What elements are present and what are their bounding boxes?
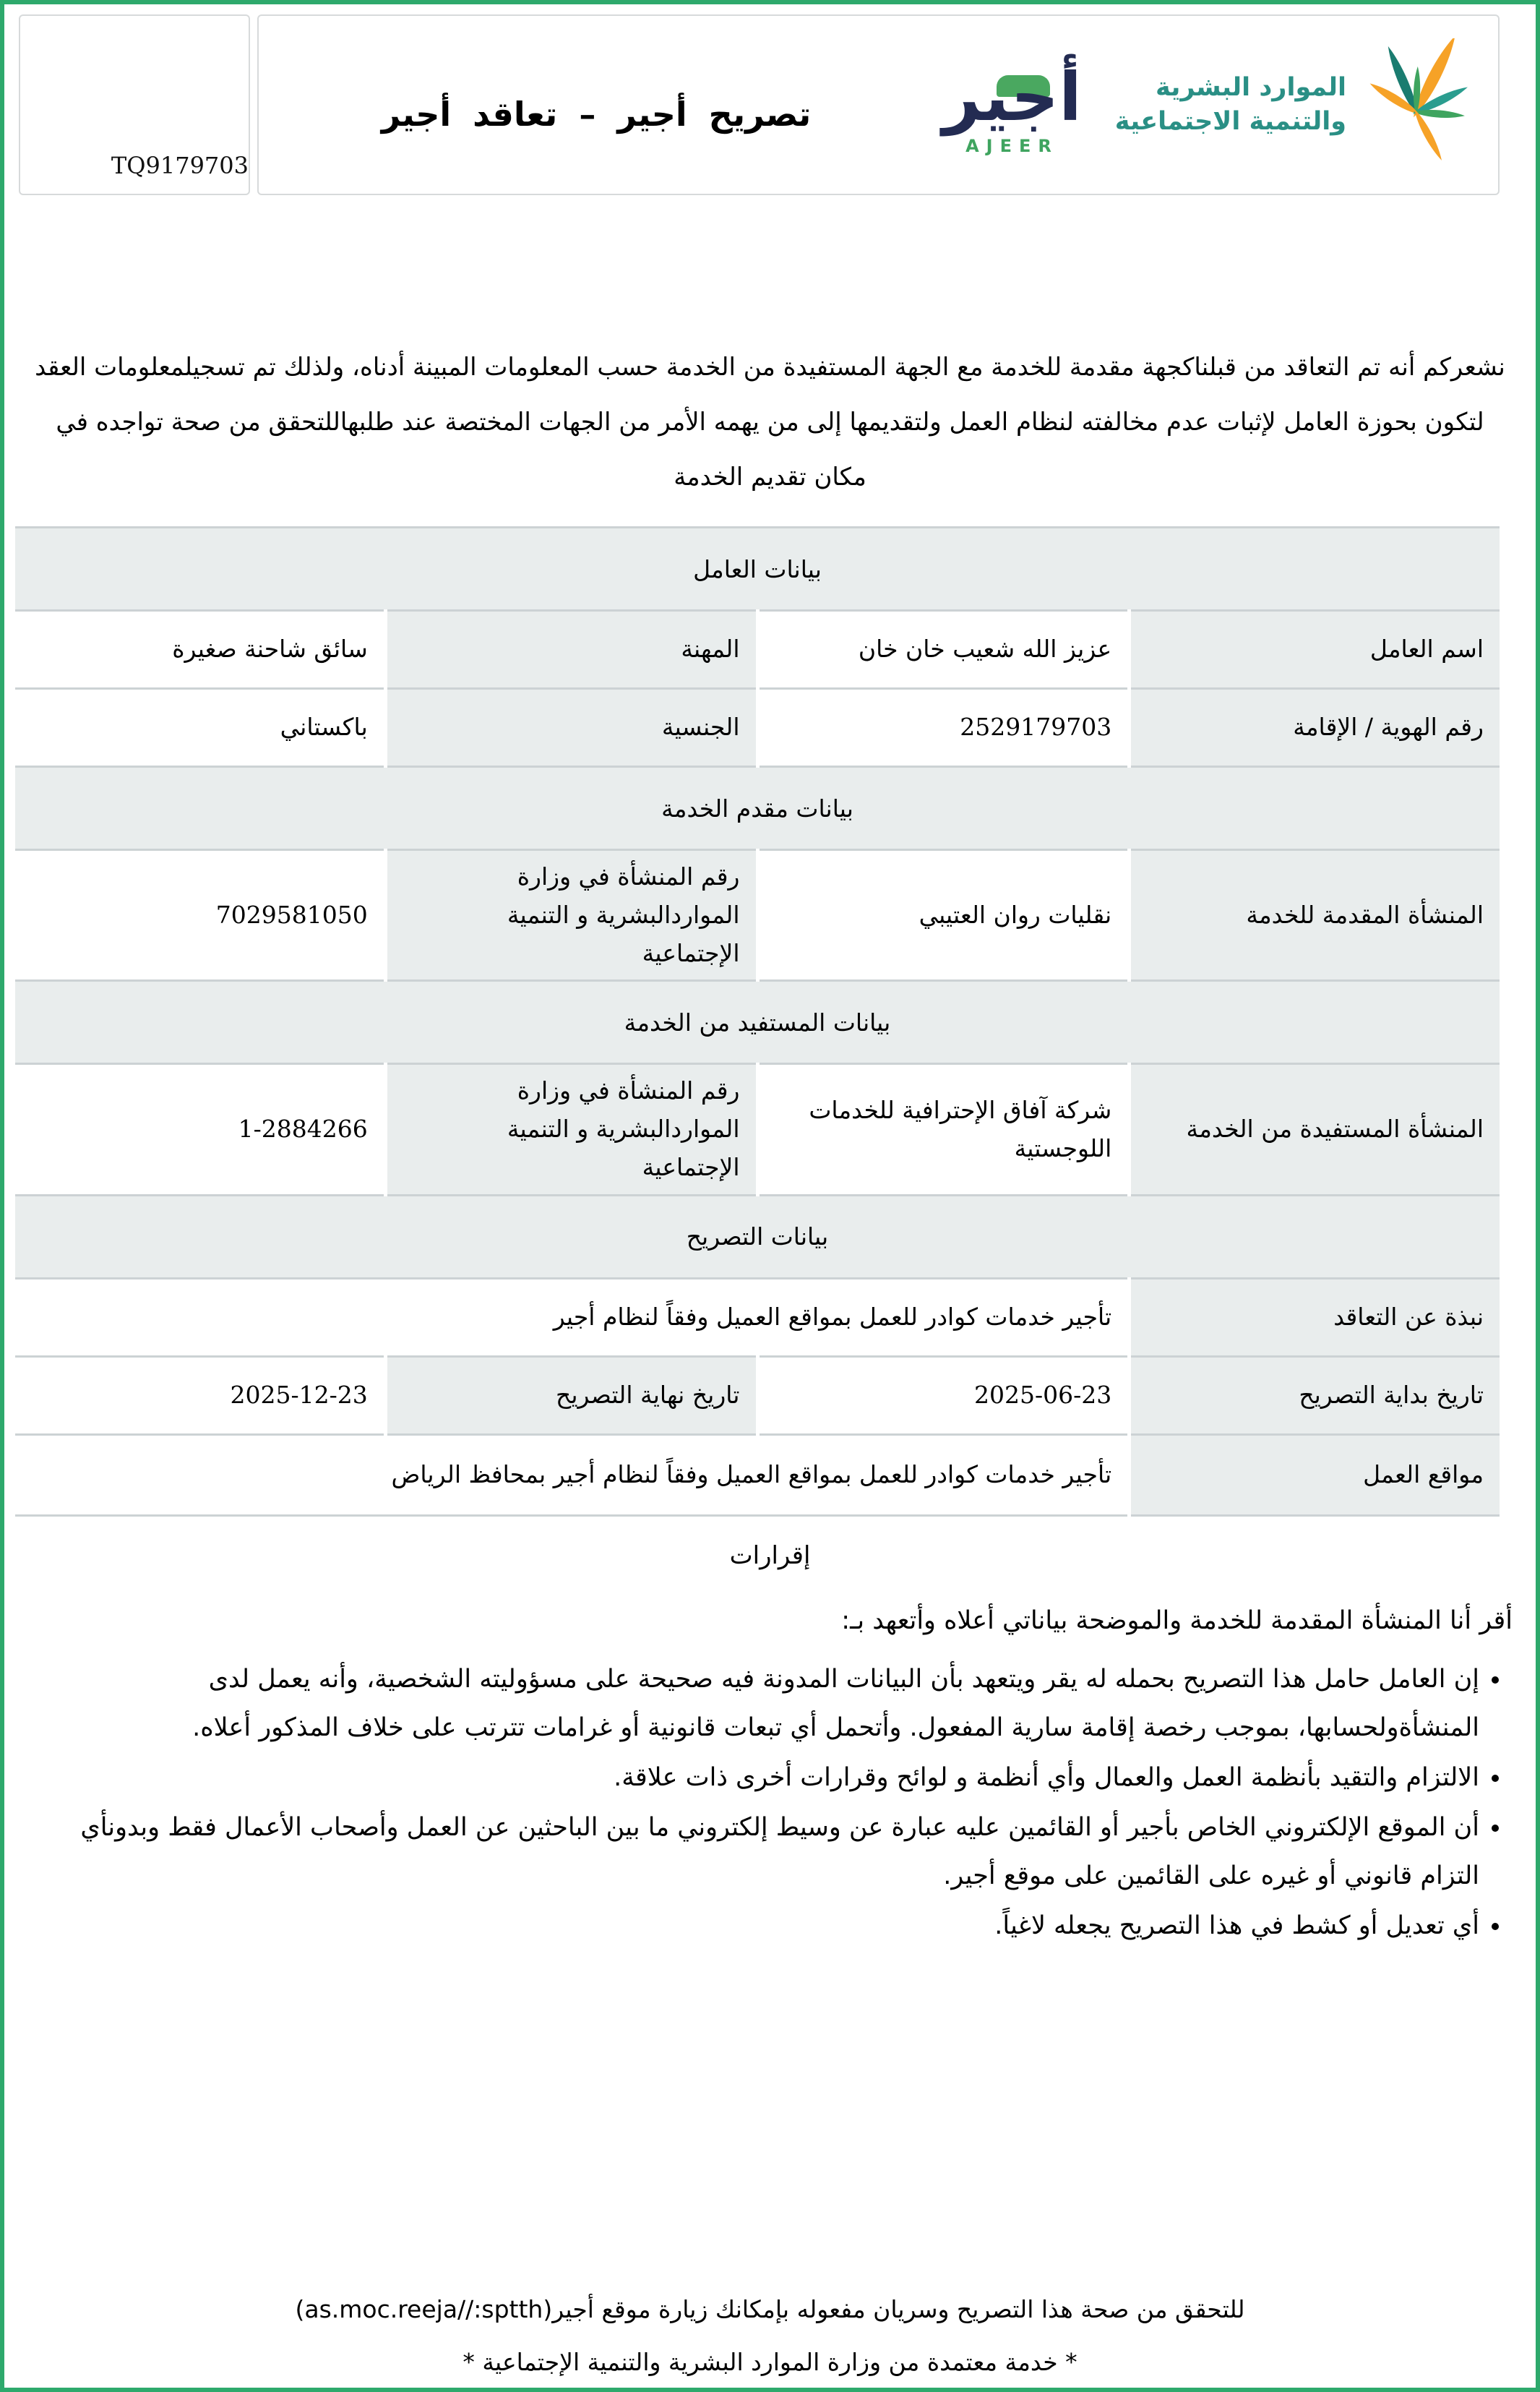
beneficiary-mol-number-label: رقم المنشأة في وزارة المواردالبشرية و التنمية الإجتماعية — [385, 1064, 757, 1195]
work-locations-value: تأجير خدمات كوادر للعمل بمواقع العميل وفقاً لنظام أجير بمحافظ الرياض — [14, 1434, 1130, 1515]
id-number-label: رقم الهوية / الإقامة — [1130, 689, 1502, 767]
profession-label: المهنة — [385, 611, 757, 689]
page-title: تصريح أجير – تعاقد أجير — [381, 95, 812, 134]
section-row-permit — [14, 1195, 1502, 1278]
start-date-value: 2025-06-23 — [757, 1356, 1130, 1434]
permit-number-box — [19, 14, 250, 195]
ajeer-arabic-wordmark: أجير — [942, 59, 1082, 137]
permit-table — [12, 526, 1503, 1517]
provider-establishment-label: المنشأة المقدمة للخدمة — [1130, 850, 1502, 981]
section-row-worker — [14, 528, 1502, 611]
declaration-item: • الالتزام والتقيد بأنظمة العمل والعمال وأي أنظمة و لوائح وقرارات أخرى ذات علاقة. — [48, 1754, 1479, 1802]
ministry-logo — [1115, 38, 1474, 171]
work-locations-label: مواقع العمل — [1130, 1434, 1502, 1515]
section-header-worker: بيانات العامل — [14, 528, 1502, 611]
beneficiary-establishment-label: المنشأة المستفيدة من الخدمة — [1130, 1064, 1502, 1195]
worker-name-label: اسم العامل — [1130, 611, 1502, 689]
declarations-heading: إقرارات — [729, 1540, 811, 1570]
table-row — [14, 850, 1502, 981]
document-footer — [4, 2295, 1536, 2388]
accreditation-note: * خدمة معتمدة من وزارة الموارد البشرية والتنمية الإجتماعية * — [463, 2348, 1077, 2376]
section-row-beneficiary — [14, 981, 1502, 1064]
profession-value: سائق شاحنة صغيرة — [14, 611, 386, 689]
declarations-list — [48, 1655, 1510, 1952]
worker-name-value: عزيز الله شعيب خان خان — [757, 611, 1130, 689]
end-date-value: 2025-12-23 — [14, 1356, 386, 1434]
ministry-name-line1: الموارد البشرية — [1155, 72, 1346, 102]
start-date-label: تاريخ بداية التصريح — [1130, 1356, 1502, 1434]
table-row — [14, 1278, 1502, 1356]
table-row — [14, 611, 1502, 689]
provider-mol-number-value: 7029581050 — [14, 850, 386, 981]
header-main-box — [257, 14, 1500, 195]
declaration-item: • أن الموقع الإلكتروني الخاص بأجير أو القائمين عليه عبارة عن وسيط إلكتروني ما بين الباحثين عن العمل وأصحاب الأعمال فقط وبدونأي التزام قانوني أو غيره على القائمين على موقع أجير. — [48, 1804, 1479, 1900]
document-header — [19, 14, 1500, 195]
end-date-label: تاريخ نهاية التصريح — [385, 1356, 757, 1434]
ministry-palm-icon — [1355, 38, 1474, 171]
beneficiary-establishment-value: شركة آفاق الإحترافية للخدمات اللوجستية — [757, 1064, 1130, 1195]
ministry-name-line2: والتنمية الاجتماعية — [1114, 107, 1346, 136]
table-row — [14, 1356, 1502, 1434]
contract-brief-label: نبذة عن التعاقد — [1130, 1278, 1502, 1356]
beneficiary-mol-number-value: 1-2884266 — [14, 1064, 386, 1195]
ajeer-latin-wordmark: AJEER — [965, 135, 1059, 156]
table-row — [14, 1064, 1502, 1195]
nationality-label: الجنسية — [385, 689, 757, 767]
intro-paragraph: نشعركم أنه تم التعاقد من قبلناكجهة مقدمة للخدمة مع الجهة المستفيدة من الخدمة حسب المعلومات المبينة أدناه، ولذلك تم تسجيلمعلومات العقد لتكون بحوزة العامل لإثبات عدم مخالفته لنظام العمل ولتقديمها إلى من يهمه الأمر من الجهات المختصة عند طلبهاللتحقق من صحة تواجده في مكان تقديم الخدمة — [35, 353, 1505, 492]
ministry-name — [1115, 71, 1346, 140]
table-row — [14, 1434, 1502, 1515]
declaration-item: • إن العامل حامل هذا التصريح بحمله له يقر ويتعهد بأن البيانات المدونة فيه صحيحة على مسؤوليته الشخصية، وأنه يعمل لدى المنشأةولحسابها، بموجب رخصة إقامة سارية المفعول. وأتحمل أي تبعات قانونية أو غرامات تترتب على خلاف المذكور أعلاه. — [48, 1655, 1479, 1752]
title-area — [283, 76, 909, 134]
ajeer-logo — [942, 53, 1082, 155]
nationality-value: باكستاني — [14, 689, 386, 767]
section-header-permit: بيانات التصريح — [14, 1195, 1502, 1278]
permit-number: TQ9179703 — [111, 152, 249, 179]
verification-note: للتحقق من صحة هذا التصريح وسريان مفعوله بإمكانك زيارة موقع أجير(as.moc.reeja//:sptth) — [295, 2295, 1245, 2323]
declarations-intro: أقر أنا المنشأة المقدمة للخدمة والموضحة بياناتي أعلاه وأتعهد بـ: — [841, 1606, 1513, 1635]
section-header-beneficiary: بيانات المستفيد من الخدمة — [14, 981, 1502, 1064]
declaration-item: • أي تعديل أو كشط في هذا التصريح يجعله لاغياً. — [48, 1902, 1479, 1950]
provider-establishment-value: نقليات روان العتيبي — [757, 850, 1130, 981]
section-header-provider: بيانات مقدم الخدمة — [14, 767, 1502, 850]
contract-brief-value: تأجير خدمات كوادر للعمل بمواقع العميل وفقاً لنظام أجير — [14, 1278, 1130, 1356]
id-number-value: 2529179703 — [757, 689, 1130, 767]
section-row-provider — [14, 767, 1502, 850]
provider-mol-number-label: رقم المنشأة في وزارة المواردالبشرية و التنمية الإجتماعية — [385, 850, 757, 981]
table-row — [14, 689, 1502, 767]
